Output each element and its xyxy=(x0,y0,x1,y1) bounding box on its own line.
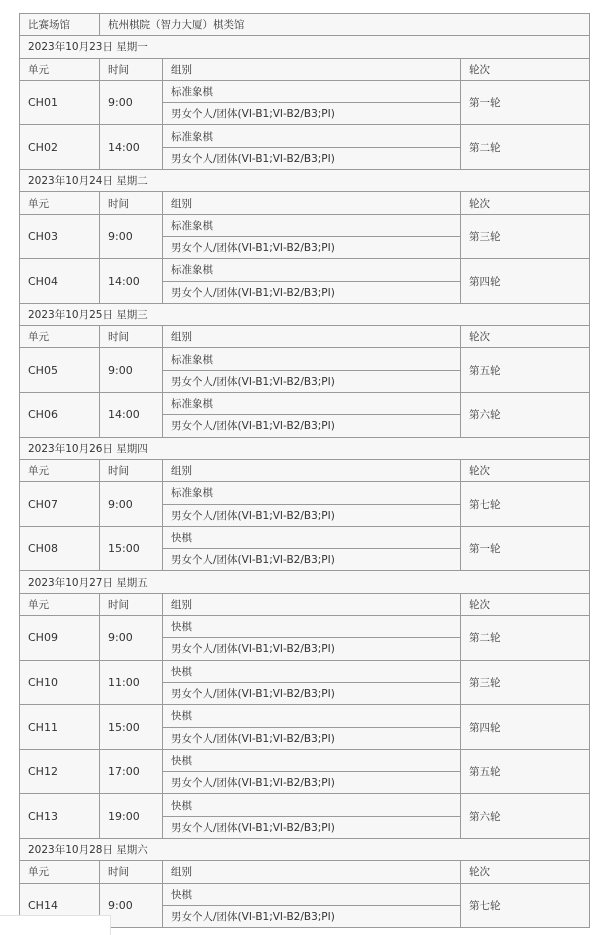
session-time: 9:00 xyxy=(100,616,163,661)
session-row xyxy=(20,705,590,727)
header-time: 时间 xyxy=(100,58,163,80)
header-row xyxy=(20,861,590,883)
session-row xyxy=(20,660,590,682)
session-group: 男女个人/团体(VI-B1;VI-B2/B3;PI) xyxy=(163,638,461,660)
session-time: 9:00 xyxy=(100,214,163,259)
session-round: 第五轮 xyxy=(461,749,590,794)
session-time: 14:00 xyxy=(100,393,163,438)
session-unit: CH10 xyxy=(20,660,100,705)
schedule-container xyxy=(19,13,589,928)
session-round: 第五轮 xyxy=(461,348,590,393)
header-group: 组别 xyxy=(163,593,461,615)
session-round: 第一轮 xyxy=(461,526,590,571)
day-row xyxy=(20,170,590,192)
session-group: 男女个人/团体(VI-B1;VI-B2/B3;PI) xyxy=(163,236,461,258)
session-event: 快棋 xyxy=(163,749,461,771)
header-time: 时间 xyxy=(100,326,163,348)
session-round: 第七轮 xyxy=(461,883,590,928)
session-unit: CH01 xyxy=(20,80,100,125)
session-round: 第三轮 xyxy=(461,660,590,705)
session-group: 男女个人/团体(VI-B1;VI-B2/B3;PI) xyxy=(163,370,461,392)
session-row xyxy=(20,749,590,771)
header-row xyxy=(20,326,590,348)
header-time: 时间 xyxy=(100,192,163,214)
session-round: 第二轮 xyxy=(461,616,590,661)
session-row xyxy=(20,259,590,281)
session-event: 快棋 xyxy=(163,660,461,682)
session-event: 快棋 xyxy=(163,883,461,905)
session-group: 男女个人/团体(VI-B1;VI-B2/B3;PI) xyxy=(163,772,461,794)
session-unit: CH02 xyxy=(20,125,100,170)
day-date: 2023年10月23日 星期一 xyxy=(20,36,590,58)
header-round: 轮次 xyxy=(461,861,590,883)
day-row xyxy=(20,36,590,58)
day-date: 2023年10月24日 星期二 xyxy=(20,170,590,192)
header-row xyxy=(20,192,590,214)
session-group: 男女个人/团体(VI-B1;VI-B2/B3;PI) xyxy=(163,682,461,704)
session-row xyxy=(20,125,590,147)
session-event: 快棋 xyxy=(163,794,461,816)
session-unit: CH07 xyxy=(20,482,100,527)
day-row xyxy=(20,303,590,325)
session-event: 标准象棋 xyxy=(163,482,461,504)
session-group: 男女个人/团体(VI-B1;VI-B2/B3;PI) xyxy=(163,549,461,571)
session-unit: CH03 xyxy=(20,214,100,259)
session-unit: CH05 xyxy=(20,348,100,393)
header-round: 轮次 xyxy=(461,58,590,80)
session-event: 标准象棋 xyxy=(163,80,461,102)
header-unit: 单元 xyxy=(20,326,100,348)
day-row xyxy=(20,571,590,593)
session-round: 第六轮 xyxy=(461,393,590,438)
session-time: 9:00 xyxy=(100,482,163,527)
session-event: 快棋 xyxy=(163,705,461,727)
day-row xyxy=(20,437,590,459)
session-unit: CH13 xyxy=(20,794,100,839)
day-date: 2023年10月26日 星期四 xyxy=(20,437,590,459)
day-date: 2023年10月25日 星期三 xyxy=(20,303,590,325)
session-row xyxy=(20,616,590,638)
session-event: 标准象棋 xyxy=(163,125,461,147)
header-unit: 单元 xyxy=(20,593,100,615)
header-group: 组别 xyxy=(163,861,461,883)
session-row xyxy=(20,348,590,370)
session-row xyxy=(20,526,590,548)
session-row xyxy=(20,214,590,236)
session-event: 标准象棋 xyxy=(163,348,461,370)
header-time: 时间 xyxy=(100,459,163,481)
session-group: 男女个人/团体(VI-B1;VI-B2/B3;PI) xyxy=(163,103,461,125)
header-round: 轮次 xyxy=(461,192,590,214)
session-row xyxy=(20,482,590,504)
session-unit: CH09 xyxy=(20,616,100,661)
header-time: 时间 xyxy=(100,861,163,883)
session-group: 男女个人/团体(VI-B1;VI-B2/B3;PI) xyxy=(163,816,461,838)
session-group: 男女个人/团体(VI-B1;VI-B2/B3;PI) xyxy=(163,147,461,169)
bottom-overlay-panel xyxy=(0,915,111,935)
day-date: 2023年10月27日 星期五 xyxy=(20,571,590,593)
session-unit: CH08 xyxy=(20,526,100,571)
session-time: 19:00 xyxy=(100,794,163,839)
session-row xyxy=(20,883,590,905)
schedule-table xyxy=(19,13,590,928)
header-row xyxy=(20,459,590,481)
venue-label: 比赛场馆 xyxy=(20,14,100,36)
session-time: 14:00 xyxy=(100,125,163,170)
header-row xyxy=(20,593,590,615)
header-round: 轮次 xyxy=(461,593,590,615)
session-row xyxy=(20,393,590,415)
day-date: 2023年10月28日 星期六 xyxy=(20,838,590,860)
session-row xyxy=(20,80,590,102)
header-group: 组别 xyxy=(163,58,461,80)
session-round: 第六轮 xyxy=(461,794,590,839)
session-group: 男女个人/团体(VI-B1;VI-B2/B3;PI) xyxy=(163,415,461,437)
venue-name: 杭州棋院（智力大厦）棋类馆 xyxy=(100,14,590,36)
session-time: 9:00 xyxy=(100,80,163,125)
header-round: 轮次 xyxy=(461,459,590,481)
session-group: 男女个人/团体(VI-B1;VI-B2/B3;PI) xyxy=(163,504,461,526)
session-group: 男女个人/团体(VI-B1;VI-B2/B3;PI) xyxy=(163,905,461,927)
session-round: 第二轮 xyxy=(461,125,590,170)
header-unit: 单元 xyxy=(20,192,100,214)
session-time: 9:00 xyxy=(100,883,163,928)
session-row xyxy=(20,794,590,816)
session-event: 快棋 xyxy=(163,526,461,548)
session-round: 第四轮 xyxy=(461,705,590,750)
venue-row xyxy=(20,14,590,36)
session-event: 快棋 xyxy=(163,616,461,638)
session-unit: CH04 xyxy=(20,259,100,304)
session-unit: CH11 xyxy=(20,705,100,750)
session-time: 14:00 xyxy=(100,259,163,304)
header-row xyxy=(20,58,590,80)
session-time: 11:00 xyxy=(100,660,163,705)
session-unit: CH14 xyxy=(20,883,100,928)
header-group: 组别 xyxy=(163,326,461,348)
header-unit: 单元 xyxy=(20,459,100,481)
header-group: 组别 xyxy=(163,459,461,481)
session-time: 9:00 xyxy=(100,348,163,393)
session-event: 标准象棋 xyxy=(163,214,461,236)
session-group: 男女个人/团体(VI-B1;VI-B2/B3;PI) xyxy=(163,281,461,303)
header-unit: 单元 xyxy=(20,861,100,883)
session-round: 第七轮 xyxy=(461,482,590,527)
session-group: 男女个人/团体(VI-B1;VI-B2/B3;PI) xyxy=(163,727,461,749)
session-time: 15:00 xyxy=(100,705,163,750)
header-round: 轮次 xyxy=(461,326,590,348)
session-time: 15:00 xyxy=(100,526,163,571)
day-row xyxy=(20,838,590,860)
header-time: 时间 xyxy=(100,593,163,615)
session-event: 标准象棋 xyxy=(163,259,461,281)
session-round: 第四轮 xyxy=(461,259,590,304)
session-unit: CH06 xyxy=(20,393,100,438)
session-round: 第三轮 xyxy=(461,214,590,259)
header-group: 组别 xyxy=(163,192,461,214)
session-time: 17:00 xyxy=(100,749,163,794)
session-event: 标准象棋 xyxy=(163,393,461,415)
session-unit: CH12 xyxy=(20,749,100,794)
session-round: 第一轮 xyxy=(461,80,590,125)
header-unit: 单元 xyxy=(20,58,100,80)
